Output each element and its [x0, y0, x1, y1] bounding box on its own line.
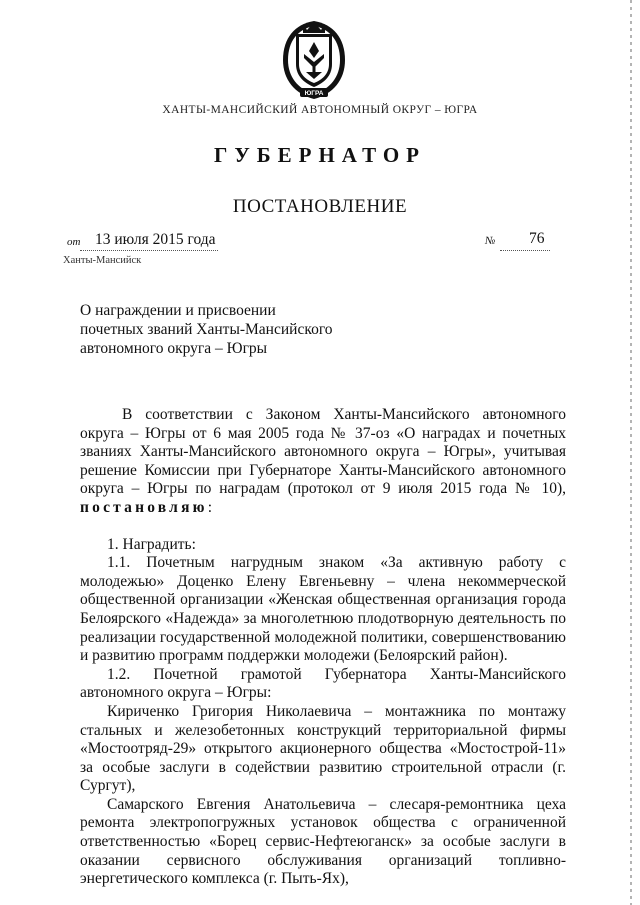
document-issuer-title: ГУБЕРНАТОР: [213, 143, 427, 167]
document-number: 76: [529, 230, 545, 247]
document-subject: [80, 301, 400, 358]
number-prefix-label: №: [485, 235, 496, 247]
subject-line: О награждении и присвоении: [80, 302, 276, 319]
document-body: [80, 406, 566, 889]
emblem-ribbon-text: ЮГРА: [304, 90, 324, 97]
item-1-heading: 1. Наградить:: [107, 535, 196, 553]
date-underline: [80, 250, 218, 251]
resolve-word: постановляю: [80, 498, 208, 516]
coat-of-arms-emblem: [277, 18, 351, 102]
date-prefix-label: от: [67, 236, 81, 248]
item-1-1-paragraph: 1.1. Почетным нагрудным знаком «За активную работу с молодежью» Доценко Елену Евгеньевну – члена некоммерческой общественной организации «Женская общественная организация города Белоярского «Надежда» за многолетнюю плодотворную деятельность по реализации государственной молодежной политики, совершенствованию и развитию программ поддержки молодежи (Белоярский район).: [80, 554, 566, 665]
item-1-2-paragraph: 1.2. Почетной грамотой Губернатора Ханты-Мансийского автономного округа – Югры:: [80, 665, 566, 702]
paragraph-gap: [80, 518, 566, 536]
preamble-text: В соответствии с Законом Ханты-Мансийского автономного округа – Югры от 6 мая 2005 года № 37-оз «О наградах и почетных званиях Ханты-Мансийского автономного округа – Югры», учитывая решение Комиссии при Губернаторе Ханты-Мансийского автономного округа – Югры по наградам (протокол от 9 июля 2015 года № 10),: [80, 406, 566, 498]
awardee-paragraph: Кириченко Григория Николаевича – монтажника по монтажу стальных и железобетонных конструкций территориальной фирмы «Мостоотряд-29» открытого акционерного общества «Мостострой-11» за особые заслуги в содействии развитию строительной отрасли (г. Сургут),: [80, 702, 566, 795]
document-place: Ханты-Мансийск: [63, 255, 142, 266]
subject-line: почетных званий Ханты-Мансийского: [80, 321, 333, 338]
awardee-paragraph: Самарского Евгения Анатольевича – слесаря-ремонтника цеха ремонта электропогружных установок общества с ограниченной ответственностью «Борец сервис-Нефтеюганск» за особые заслуги в оказании сервисного обслуживания организаций топливно-энергетического комплекса (г. Пыть-Ях),: [80, 795, 566, 888]
resolve-colon: :: [207, 498, 213, 516]
document-type: ПОСТАНОВЛЕНИЕ: [232, 196, 408, 217]
preamble-paragraph: [80, 406, 566, 518]
scan-edge: [630, 0, 632, 905]
organization-name: ХАНТЫ-МАНСИЙСКИЙ АВТОНОМНЫЙ ОКРУГ – ЮГРА: [162, 104, 478, 116]
document-date: 13 июля 2015 года: [95, 231, 216, 248]
subject-line: автономного округа – Югры: [80, 340, 268, 357]
number-underline: [500, 250, 550, 251]
